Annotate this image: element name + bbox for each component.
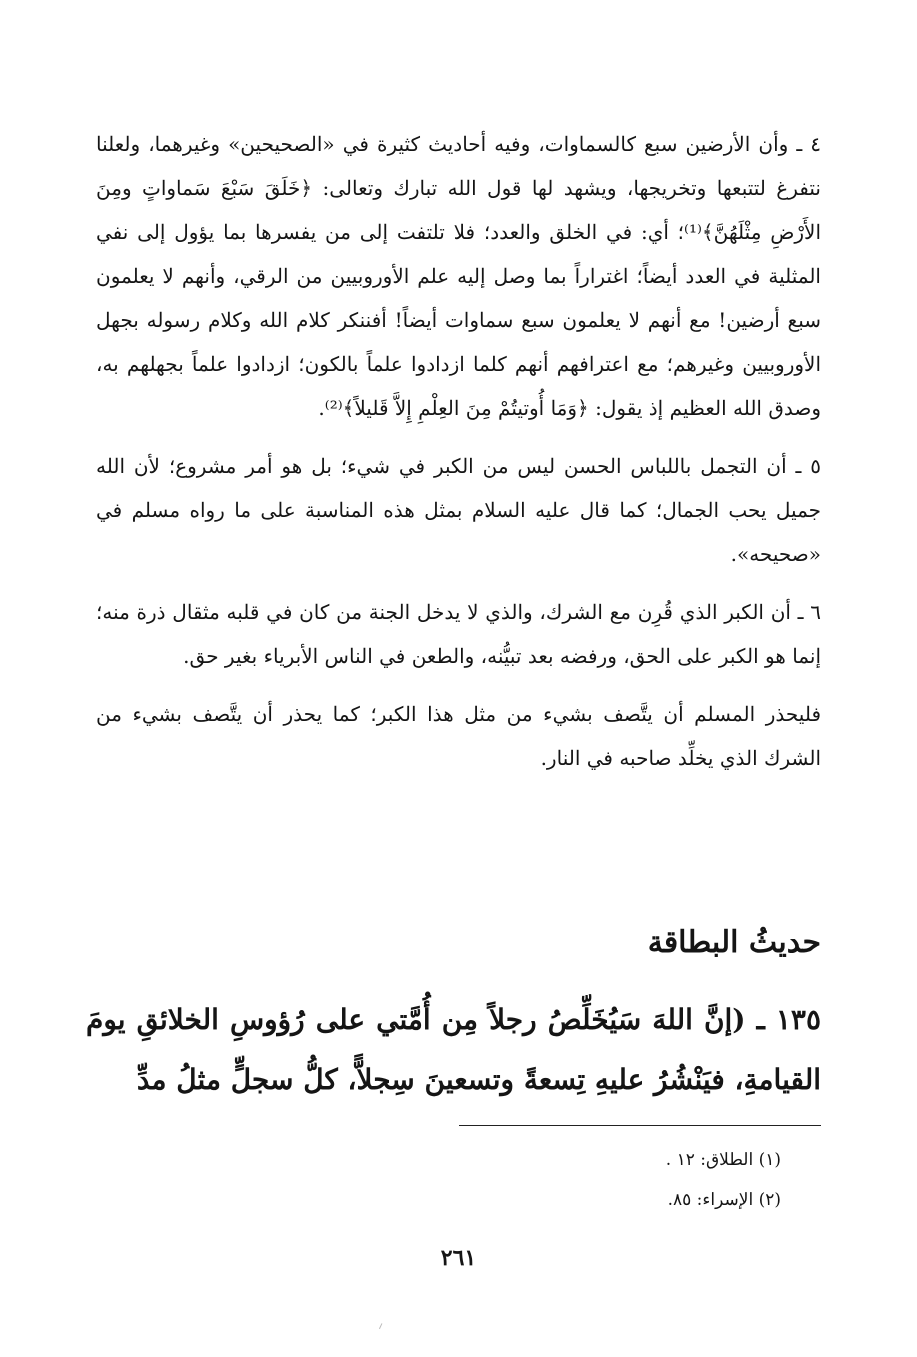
paragraph-point-6: ٦ ـ أن الكبر الذي قُرِن مع الشرك، والذي لا يدخل الجنة من كان في قلبه مثقال ذرة منه؛ إنما هو الكبر على الحق، ورفضه بعد تبيُّنه، والطعن في الناس الأبرياء بغير حق.	[96, 600, 821, 668]
footnote-1: (١) الطلاق: ١٢ .	[665, 1150, 781, 1170]
paragraph-warning: فليحذر المسلم أن يتَّصف بشيء من مثل هذا الكبر؛ كما يحذر أن يتَّصف بشيء من الشرك الذي يخلِّد صاحبه في النار.	[96, 702, 822, 770]
footnotes	[666, 1140, 781, 1220]
section-heading: حديثُ البطاقة	[647, 925, 821, 960]
footnote-divider	[459, 1125, 821, 1126]
paragraph-point-4: ٤ ـ وأن الأرضين سبع كالسماوات، وفيه أحاديث كثيرة في «الصحيحين» وغيرهما، ولعلنا نتفرغ لتتبعها وتخريجها، ويشهد لها قول الله تبارك وتعالى: ﴿خَلَقَ سَبْعَ سَماواتٍ ومِنَ الأَرْضِ مِثْلَهُنَّ﴾⁽¹⁾؛ أي: في الخلق والعدد؛ فلا تلتفت إلى من يفسرها بما يؤول إلى نفي المثلية في العدد أيضاً؛ اغتراراً بما وصل إليه علم الأوروبيين من الرقي، وأنهم لا يعلمون سبع أرضين! مع أنهم لا يعلمون سبع سماوات أيضاً! أفننكر كلام الله وكلام رسوله بجهل الأوروبيين وغيرهم؛ مع اعترافهم أنهم كلما ازدادوا علماً بالكون؛ ازدادوا علماً بجهلهم به، وصدق الله العظيم إذ يقول: ﴿وَمَا أُوتيتُمْ مِنَ العِلْمِ إِلاَّ قَليلاً﴾⁽²⁾.	[96, 132, 821, 420]
page-number: ٢٦١	[440, 1245, 477, 1271]
scan-speck	[379, 1323, 386, 1331]
paragraph-point-5: ٥ ـ أن التجمل باللباس الحسن ليس من الكبر في شيء؛ بل هو أمر مشروع؛ لأن الله جميل يحب الجمال؛ كما قال عليه السلام بمثل هذه المناسبة على ما رواه مسلم في «صحيحه».	[96, 454, 821, 566]
hadith-text: ١٣٥ ـ (إنَّ اللهَ سَيُخَلِّصُ رجلاً مِن أُمَّتي على رُؤوسِ الخلائقِ يومَ القيامةِ، فيَنْشُرُ عليهِ تِسعةً وتسعينَ سِجلاًّ، كلُّ سجلٍّ مثلُ مدِّ	[86, 1003, 821, 1096]
body-text	[96, 122, 821, 794]
footnote-2: (٢) الإسراء: ٨٥.	[667, 1190, 781, 1210]
